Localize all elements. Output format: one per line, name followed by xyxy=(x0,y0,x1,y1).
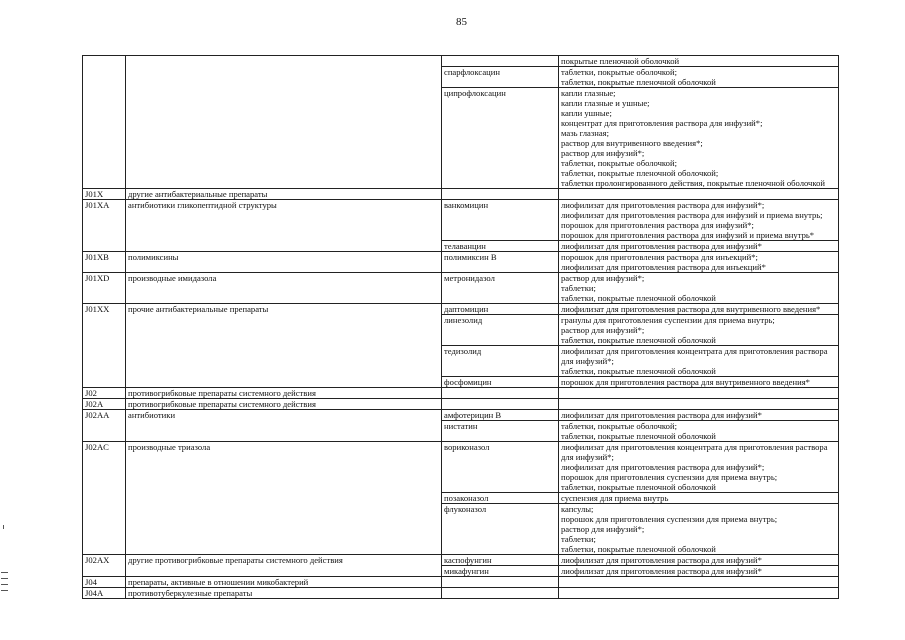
empty-line xyxy=(561,399,836,409)
table-row xyxy=(83,304,839,315)
dosage-forms-cell xyxy=(559,399,839,410)
table-row xyxy=(83,442,839,493)
dosage-forms-cell xyxy=(559,252,839,273)
table-row xyxy=(83,577,839,588)
drug-name: ципрофлоксацин xyxy=(444,88,506,98)
atc-code-cell xyxy=(83,252,126,273)
atc-code-cell xyxy=(83,388,126,399)
dosage-form-line: таблетки, покрытые пленочной оболочкой xyxy=(561,482,716,492)
dosage-form-line: для инфузий*; xyxy=(561,356,614,366)
drug-name-cell xyxy=(442,200,559,241)
drug-name-cell xyxy=(442,566,559,577)
dosage-form-line: лиофилизат для приготовления концентрата для приготовления раствора xyxy=(561,346,828,356)
atc-code-cell xyxy=(83,588,126,599)
empty-line xyxy=(561,189,836,199)
group-name: противогрибковые препараты системного действия xyxy=(128,388,316,398)
dosage-forms-cell xyxy=(559,88,839,189)
atc-code: J01X xyxy=(85,189,104,199)
drug-name-cell xyxy=(442,67,559,88)
dosage-forms-cell xyxy=(559,421,839,442)
atc-code: J02A xyxy=(85,399,104,409)
drug-name: фосфомицин xyxy=(444,377,492,387)
atc-code: J01XA xyxy=(85,200,110,210)
dosage-form-line: капли глазные и ушные; xyxy=(561,98,650,108)
scan-mark xyxy=(1,578,8,579)
dosage-form-line: таблетки, покрытые пленочной оболочкой xyxy=(561,293,716,303)
table-row xyxy=(83,200,839,241)
atc-code-cell xyxy=(83,410,126,442)
atc-code-cell xyxy=(83,200,126,252)
drug-name-cell xyxy=(442,241,559,252)
dosage-forms-cell xyxy=(559,377,839,388)
atc-code: J01XX xyxy=(85,304,110,314)
table-row xyxy=(83,252,839,273)
drug-name-cell xyxy=(442,410,559,421)
empty-line xyxy=(561,388,836,398)
dosage-form-line: лиофилизат для приготовления раствора для инъекций* xyxy=(561,262,766,272)
dosage-form-line: таблетки, покрытые оболочкой; xyxy=(561,421,677,431)
drug-name-cell xyxy=(442,588,559,599)
group-name-cell xyxy=(126,442,442,555)
scan-mark xyxy=(1,572,8,573)
table-row xyxy=(83,56,839,67)
table-row xyxy=(83,399,839,410)
dosage-form-line: порошок для приготовления раствора для внутривенного введения* xyxy=(561,377,810,387)
drug-name-cell xyxy=(442,252,559,273)
group-name-cell xyxy=(126,388,442,399)
dosage-form-line: раствор для инфузий*; xyxy=(561,148,645,158)
dosage-forms-cell xyxy=(559,566,839,577)
group-name: противогрибковые препараты системного действия xyxy=(128,399,316,409)
dosage-forms-cell xyxy=(559,388,839,399)
dosage-forms-cell xyxy=(559,555,839,566)
dosage-form-line: концентрат для приготовления раствора для инфузий*; xyxy=(561,118,763,128)
dosage-form-line: таблетки, покрытые пленочной оболочкой xyxy=(561,366,716,376)
drug-list-table xyxy=(82,55,839,599)
dosage-forms-cell xyxy=(559,67,839,88)
dosage-form-line: капли ушные; xyxy=(561,108,612,118)
dosage-form-line: таблетки, покрытые оболочкой; xyxy=(561,67,677,77)
drug-name: тедизолид xyxy=(444,346,482,356)
dosage-form-line: лиофилизат для приготовления раствора для инфузий* xyxy=(561,566,762,576)
dosage-form-line: для инфузий*; xyxy=(561,452,614,462)
dosage-forms-cell xyxy=(559,189,839,200)
drug-name-cell xyxy=(442,377,559,388)
group-name: другие противогрибковые препараты системного действия xyxy=(128,555,343,565)
drug-name-cell xyxy=(442,88,559,189)
dosage-form-line: лиофилизат для приготовления раствора для инфузий*; xyxy=(561,462,765,472)
dosage-form-line: лиофилизат для приготовления раствора для внутривенного введения* xyxy=(561,304,821,314)
group-name: препараты, активные в отношении микобактерий xyxy=(128,577,309,587)
drug-name-cell xyxy=(442,189,559,200)
dosage-form-line: раствор для инфузий*; xyxy=(561,325,645,335)
dosage-forms-cell xyxy=(559,442,839,493)
atc-code-cell xyxy=(83,442,126,555)
drug-name-cell xyxy=(442,315,559,346)
empty-line xyxy=(561,577,836,587)
dosage-form-line: суспензия для приема внутрь xyxy=(561,493,669,503)
dosage-forms-cell xyxy=(559,493,839,504)
atc-code: J02AX xyxy=(85,555,110,565)
dosage-forms-cell xyxy=(559,200,839,241)
dosage-form-line: мазь глазная; xyxy=(561,128,609,138)
table-row xyxy=(83,388,839,399)
atc-code-cell xyxy=(83,555,126,577)
dosage-form-line: капли глазные; xyxy=(561,88,616,98)
dosage-forms-cell xyxy=(559,504,839,555)
drug-name-cell xyxy=(442,304,559,315)
dosage-forms-cell xyxy=(559,346,839,377)
dosage-form-line: таблетки; xyxy=(561,534,596,544)
dosage-form-line: раствор для инфузий*; xyxy=(561,524,645,534)
drug-name-cell xyxy=(442,504,559,555)
dosage-form-line: таблетки, покрытые пленочной оболочкой; xyxy=(561,168,719,178)
drug-name-cell xyxy=(442,346,559,377)
drug-name: метронидазол xyxy=(444,273,495,283)
dosage-forms-cell xyxy=(559,588,839,599)
group-name: противотуберкулезные препараты xyxy=(128,588,253,598)
table-body xyxy=(83,56,839,599)
atc-code: J02AA xyxy=(85,410,110,420)
atc-code: J01XB xyxy=(85,252,109,262)
drug-name-cell xyxy=(442,273,559,304)
table-row xyxy=(83,410,839,421)
atc-code: J02 xyxy=(85,388,97,398)
drug-name-cell xyxy=(442,388,559,399)
drug-name-cell xyxy=(442,577,559,588)
drug-name: полимиксин В xyxy=(444,252,497,262)
group-name: производные триазола xyxy=(128,442,211,452)
group-name-cell xyxy=(126,577,442,588)
dosage-form-line: таблетки, покрытые пленочной оболочкой xyxy=(561,544,716,554)
dosage-form-line: таблетки, покрытые пленочной оболочкой xyxy=(561,431,716,441)
group-name: производные имидазола xyxy=(128,273,217,283)
atc-code-cell xyxy=(83,56,126,189)
atc-code: J02AC xyxy=(85,442,109,452)
dosage-form-line: порошок для приготовления суспензии для приема внутрь; xyxy=(561,514,778,524)
atc-code: J04 xyxy=(85,577,97,587)
atc-code-cell xyxy=(83,304,126,388)
drug-name-cell xyxy=(442,421,559,442)
group-name-cell xyxy=(126,555,442,577)
drug-name: телаванцин xyxy=(444,241,486,251)
scan-mark xyxy=(1,590,8,591)
dosage-form-line: лиофилизат для приготовления концентрата для приготовления раствора xyxy=(561,442,828,452)
drug-name: линезолид xyxy=(444,315,483,325)
dosage-forms-cell xyxy=(559,56,839,67)
group-name-cell xyxy=(126,304,442,388)
group-name-cell xyxy=(126,273,442,304)
group-name: другие антибактериальные препараты xyxy=(128,189,268,199)
drug-name: каспофунгин xyxy=(444,555,492,565)
table-row xyxy=(83,273,839,304)
drug-name: позаконазол xyxy=(444,493,489,503)
drug-name-cell xyxy=(442,56,559,67)
group-name: антибиотики xyxy=(128,410,176,420)
drug-name: ванкомицин xyxy=(444,200,489,210)
dosage-form-line: порошок для приготовления раствора для инфузий*; xyxy=(561,220,754,230)
group-name-cell xyxy=(126,399,442,410)
group-name-cell xyxy=(126,410,442,442)
table-row xyxy=(83,588,839,599)
drug-name: флуконазол xyxy=(444,504,487,514)
atc-code-cell xyxy=(83,189,126,200)
dosage-form-line: таблетки, покрытые пленочной оболочкой xyxy=(561,335,716,345)
dosage-forms-cell xyxy=(559,315,839,346)
dosage-form-line: капсулы; xyxy=(561,504,594,514)
dosage-form-line: порошок для приготовления раствора для инъекций*; xyxy=(561,252,758,262)
dosage-form-line: лиофилизат для приготовления раствора для инфузий и приема внутрь; xyxy=(561,210,823,220)
drug-name-cell xyxy=(442,399,559,410)
dosage-form-line: раствор для внутривенного введения*; xyxy=(561,138,703,148)
atc-code: J04A xyxy=(85,588,104,598)
drug-name: амфотерицин В xyxy=(444,410,502,420)
table-row xyxy=(83,189,839,200)
drug-name-cell xyxy=(442,493,559,504)
group-name-cell xyxy=(126,252,442,273)
group-name: антибиотики гликопептидной структуры xyxy=(128,200,277,210)
group-name-cell xyxy=(126,588,442,599)
dosage-form-line: таблетки пролонгированного действия, покрытые пленочной оболочкой xyxy=(561,178,826,188)
dosage-form-line: лиофилизат для приготовления раствора для инфузий* xyxy=(561,555,762,565)
drug-name-cell xyxy=(442,442,559,493)
dosage-form-line: покрытые пленочной оболочкой xyxy=(561,56,680,66)
scan-mark xyxy=(1,584,8,585)
dosage-form-line: порошок для приготовления суспензии для приема внутрь; xyxy=(561,472,778,482)
dosage-form-line: лиофилизат для приготовления раствора для инфузий*; xyxy=(561,200,765,210)
drug-name: даптомицин xyxy=(444,304,489,314)
group-name-cell xyxy=(126,56,442,189)
group-name-cell xyxy=(126,200,442,252)
dosage-forms-cell xyxy=(559,304,839,315)
dosage-forms-cell xyxy=(559,410,839,421)
empty-line xyxy=(561,588,836,598)
page-number: 85 xyxy=(456,16,467,28)
dosage-form-line: гранулы для приготовления суспензии для приема внутрь; xyxy=(561,315,775,325)
dosage-forms-cell xyxy=(559,273,839,304)
group-name: прочие антибактериальные препараты xyxy=(128,304,269,314)
drug-name: нистатин xyxy=(444,421,478,431)
atc-code-cell xyxy=(83,273,126,304)
atc-code: J01XD xyxy=(85,273,110,283)
dosage-forms-cell xyxy=(559,241,839,252)
dosage-forms-cell xyxy=(559,577,839,588)
atc-code-cell xyxy=(83,577,126,588)
drug-name: вориконазол xyxy=(444,442,490,452)
table-row xyxy=(83,555,839,566)
dosage-form-line: таблетки; xyxy=(561,283,596,293)
drug-name-cell xyxy=(442,555,559,566)
dosage-form-line: порошок для приготовления раствора для инфузий и приема внутрь* xyxy=(561,230,815,240)
dosage-form-line: таблетки, покрытые оболочкой; xyxy=(561,158,677,168)
drug-name: спарфлоксацин xyxy=(444,67,500,77)
dosage-form-line: таблетки, покрытые пленочной оболочкой xyxy=(561,77,716,87)
dosage-form-line: лиофилизат для приготовления раствора для инфузий* xyxy=(561,410,762,420)
drug-name: микафунгин xyxy=(444,566,489,576)
dosage-form-line: раствор для инфузий*; xyxy=(561,273,645,283)
group-name: полимиксины xyxy=(128,252,179,262)
dosage-form-line: лиофилизат для приготовления раствора для инфузий* xyxy=(561,241,762,251)
atc-code-cell xyxy=(83,399,126,410)
group-name-cell xyxy=(126,189,442,200)
scan-mark xyxy=(3,525,4,529)
